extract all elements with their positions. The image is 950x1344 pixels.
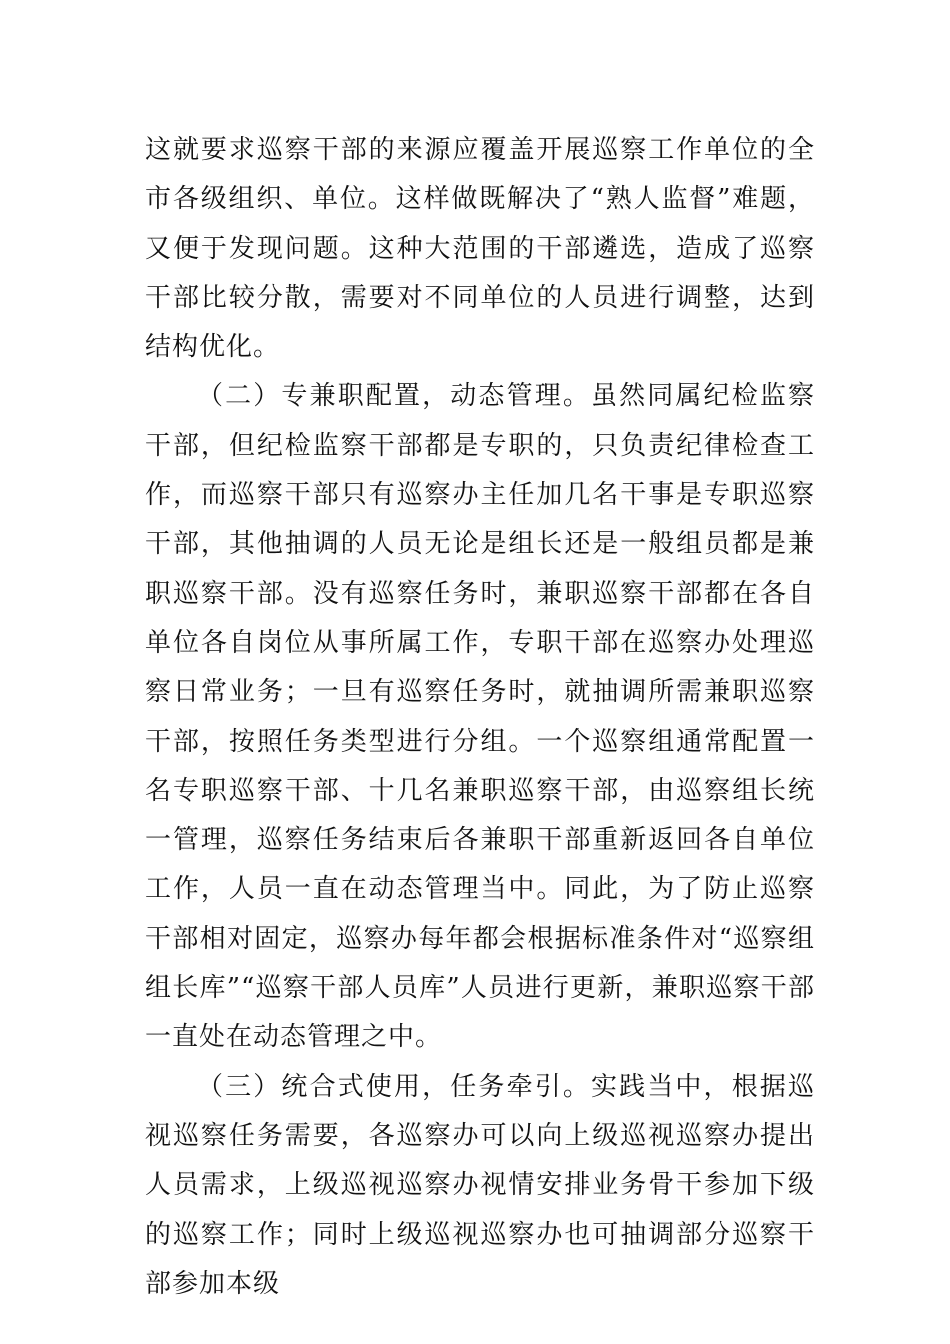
document-body (145, 126, 815, 1309)
paragraph-section-two: （二）专兼职配置，动态管理。虽然同属纪检监察干部，但纪检监察干部都是专职的，只负责纪律检查工作，而巡察干部只有巡察办主任加几名干事是专职巡察干部，其他抽调的人员无论是组长还是一般组员都是兼职巡察干部。没有巡察任务时，兼职巡察干部都在各自单位各自岗位从事所属工作，专职干部在巡察办处理巡察日常业务；一旦有巡察任务时，就抽调所需兼职巡察干部，按照任务类型进行分组。一个巡察组通常配置一名专职巡察干部、十几名兼职巡察干部，由巡察组长统一管理，巡察任务结束后各兼职干部重新返回各自单位工作，人员一直在动态管理当中。同此，为了防止巡察干部相对固定，巡察办每年都会根据标准条件对“巡察组组长库”“巡察干部人员库”人员进行更新，兼职巡察干部一直处在动态管理之中。 (145, 381, 815, 1053)
paragraph-section-three: （三）统合式使用，任务牵引。实践当中，根据巡视巡察任务需要，各巡察办可以向上级巡视巡察办提出人员需求，上级巡视巡察办视情安排业务骨干参加下级的巡察工作；同时上级巡视巡察办也可抽调部分巡察干部参加本级 (145, 1071, 815, 1299)
paragraph-continuation: 这就要求巡察干部的来源应覆盖开展巡察工作单位的全市各级组织、单位。这样做既解决了“熟人监督”难题，又便于发现问题。这种大范围的干部遴选，造成了巡察干部比较分散，需要对不同单位的人员进行调整，达到结构优化。 (145, 135, 815, 363)
